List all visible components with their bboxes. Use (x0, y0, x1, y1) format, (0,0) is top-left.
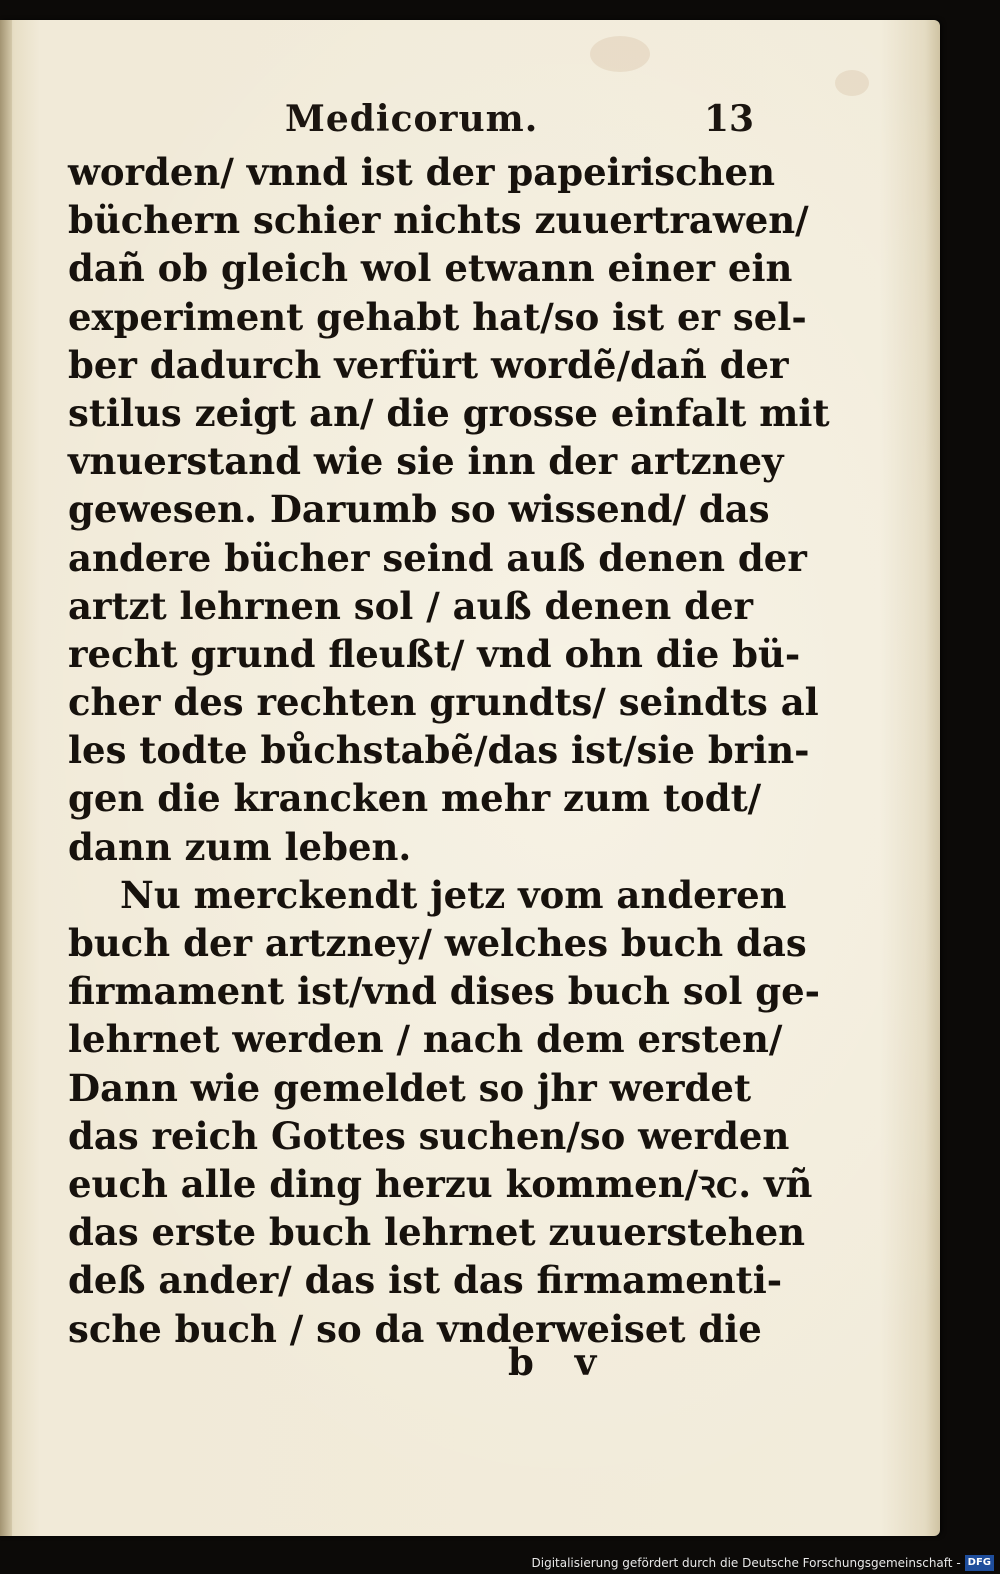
text-line: das erste buch lehrnet zuuerstehen (68, 1210, 806, 1255)
text-line: euch alle ding herzu kommen/ꝛc. vñ (68, 1161, 813, 1206)
text-line: firmament ist/vnd dises buch sol ge- (68, 969, 821, 1014)
running-title: Medicorum. (285, 98, 539, 140)
text-line: experiment gehabt hat/so ist er sel- (68, 294, 807, 339)
dfg-logo: DFG (965, 1555, 994, 1571)
signature-mark: b v (508, 1340, 597, 1384)
body-text (68, 148, 830, 1353)
page-header (0, 98, 1000, 148)
text-line: lehrnet werden / nach dem ersten/ (68, 1017, 783, 1062)
text-line: gewesen. Darumb so wissend/ das (68, 487, 770, 532)
paper-stain (835, 70, 869, 96)
text-line: sche buch / so da vnderweiset die (68, 1306, 762, 1351)
text-line: deß ander/ das ist das firmamenti- (68, 1258, 783, 1303)
text-line: dañ ob gleich wol etwann einer ein (68, 246, 793, 291)
text-line: andere bücher seind auß denen der (68, 535, 807, 580)
paper-stain (590, 36, 650, 72)
text-line: buch der artzney/ welches buch das (68, 921, 807, 965)
page-gutter-edge (0, 20, 12, 1536)
text-line: dann zum leben. (68, 824, 412, 869)
text-line: Nu merckendt jetz vom anderen (120, 872, 787, 917)
text-line: cher des rechten grundts/ seindts al (68, 680, 819, 725)
page-number: 13 (704, 98, 755, 140)
text-line: ber dadurch verfürt wordẽ/dañ der (68, 342, 789, 387)
funding-credit-text: Digitalisierung gefördert durch die Deutsche Forschungsgemeinschaft - (531, 1556, 961, 1570)
text-line: vnuerstand wie sie inn der artzney (68, 439, 784, 484)
text-line: gen die krancken mehr zum todt/ (68, 776, 762, 821)
text-line: das reich Gottes suchen/so werden (68, 1113, 790, 1158)
text-line: artzt lehrnen sol / auß denen der (68, 583, 754, 628)
funding-credit (532, 1554, 995, 1572)
text-line: recht grund fleußt/ vnd ohn die bü- (68, 631, 801, 676)
text-line: worden/ vnnd ist der papeirischen (68, 150, 775, 194)
text-line: les todte bůchstabẽ/das ist/sie brin- (68, 728, 810, 773)
text-line: büchern schier nichts zuuertrawen/ (68, 198, 809, 243)
text-line: Dann wie gemeldet so jhr werdet (68, 1065, 752, 1110)
text-line: stilus zeigt an/ die grosse einfalt mit (68, 390, 830, 435)
